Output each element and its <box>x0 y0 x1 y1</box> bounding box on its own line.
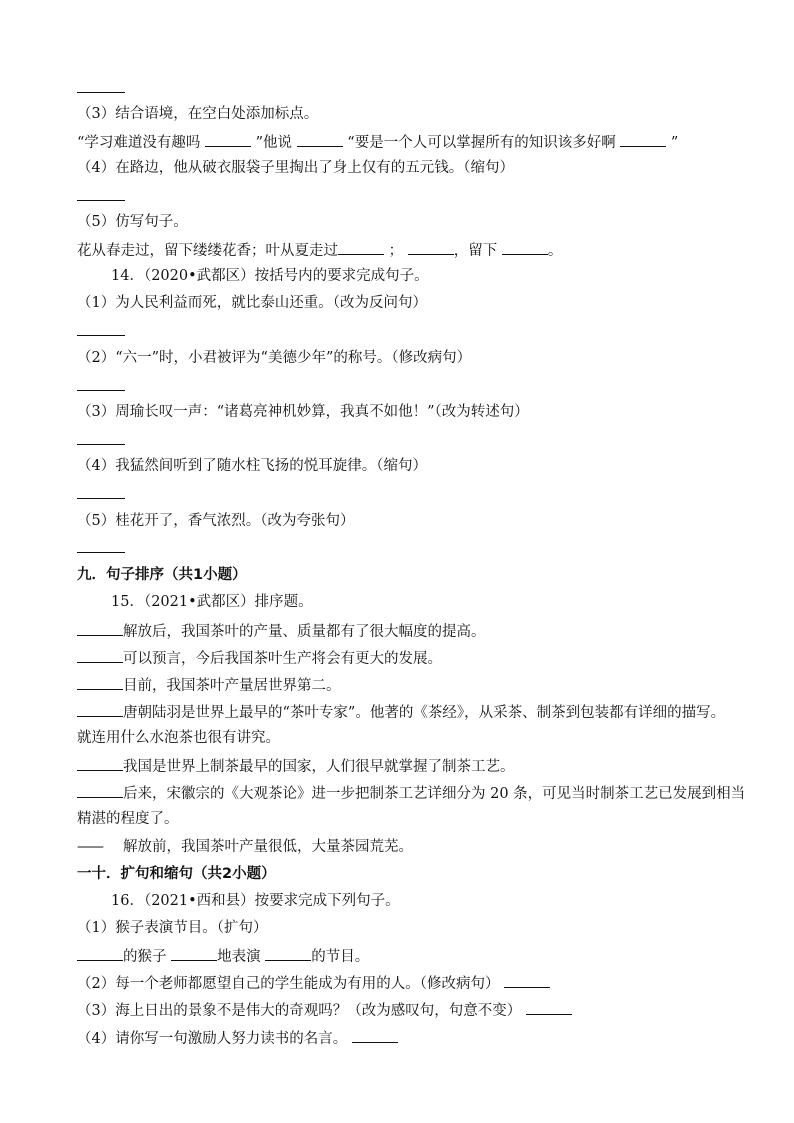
order-item: 我国是世界上制茶最早的国家，人们很早就掌握了制茶工艺。 <box>77 755 515 775</box>
answer-line[interactable] <box>77 390 125 391</box>
order-item: 后来，宋徽宗的《大观茶论》进一步把制茶工艺详细分为 20 条，可见当时制茶工艺已发展到相当 <box>77 782 745 802</box>
section-heading-sentence-order: 九．句子排序（共1小题） <box>77 567 247 583</box>
answer-blank[interactable] <box>526 999 572 1015</box>
answer-blank[interactable] <box>352 1027 398 1043</box>
order-item-continued: 精湛的程度了。 <box>77 811 179 827</box>
q16-part2: （2）每一个老师都愿望自己的学生能成为有用的人。（修改病句） <box>77 972 550 992</box>
section-heading-expand-shrink: 一十．扩句和缩句（共2小题） <box>77 866 276 882</box>
answer-blank[interactable] <box>620 131 666 147</box>
order-item: 可以预言，今后我国茶叶生产将会有更大的发展。 <box>77 647 442 667</box>
answer-blank[interactable] <box>502 239 548 255</box>
q13-part3-sentence: “学习难道没有趣吗 ”他说 “要是一个人可以掌握所有的知识该多好啊 ” <box>77 131 678 151</box>
q13-part5: （5）仿写句子。 <box>77 214 188 230</box>
answer-blank[interactable] <box>297 131 343 147</box>
answer-line[interactable] <box>77 92 125 93</box>
answer-line[interactable] <box>77 552 125 553</box>
answer-blank[interactable] <box>77 945 123 961</box>
q16-part4: （4）请你写一句激励人努力读书的名言。 <box>77 1027 398 1047</box>
q14-part3: （3）周瑜长叹一声：“诸葛亮神机妙算，我真不如他！”（改为转述句） <box>77 404 529 420</box>
answer-blank[interactable] <box>77 782 123 798</box>
answer-blank[interactable] <box>265 945 311 961</box>
answer-blank[interactable] <box>77 620 123 636</box>
order-item: 解放后，我国茶叶的产量、质量都有了很大幅度的提高。 <box>77 620 486 640</box>
q16-title: 16．（2021•西和县）按要求完成下列句子。 <box>111 893 400 909</box>
q16-part1: （1）猴子表演节目。（扩句） <box>77 920 268 936</box>
q16-part1-sentence: 的猴子 地表演 的节目。 <box>77 945 369 965</box>
q14-title: 14．（2020•武都区）按括号内的要求完成句子。 <box>111 268 429 284</box>
order-item: —— 解放前，我国茶叶产量很低，大量茶园荒芜。 <box>77 839 413 855</box>
order-item: 目前，我国茶叶产量居世界第二。 <box>77 674 341 694</box>
q14-part5: （5）桂花开了，香气浓烈。（改为夸张句） <box>77 513 355 529</box>
q14-part4: （4）我猛然间听到了随水柱飞扬的悦耳旋律。（缩句） <box>77 458 427 474</box>
q15-title: 15．（2021•武都区）排序题。 <box>111 594 313 610</box>
q14-part1: （1）为人民利益而死，就比泰山还重。（改为反问句） <box>77 295 427 311</box>
answer-blank[interactable] <box>504 972 550 988</box>
order-item: 唐朝陆羽是世界上最早的“茶叶专家”。他著的《茶经》，从采茶、制茶到包装都有详细的描写。 <box>77 701 725 721</box>
answer-blank[interactable] <box>77 755 123 771</box>
q13-part3: （3）结合语境，在空白处添加标点。 <box>77 106 319 122</box>
answer-line[interactable] <box>77 444 125 445</box>
answer-line[interactable] <box>77 200 125 201</box>
answer-blank[interactable] <box>77 647 123 663</box>
answer-line[interactable] <box>77 335 125 336</box>
answer-blank[interactable] <box>408 239 454 255</box>
q13-part5-sentence: 花从春走过，留下缕缕花香；叶从夏走过 ； ，留下 。 <box>77 239 562 259</box>
answer-line[interactable] <box>77 498 125 499</box>
answer-blank[interactable] <box>77 674 123 690</box>
order-item-continued: 就连用什么水泡茶也很有讲究。 <box>77 730 280 746</box>
answer-blank[interactable] <box>171 945 217 961</box>
answer-blank[interactable] <box>205 131 251 147</box>
q13-part4: （4）在路边，他从破衣服袋子里掏出了身上仅有的五元钱。（缩句） <box>77 160 514 176</box>
answer-blank[interactable] <box>338 239 384 255</box>
q16-part3: （3）海上日出的景象不是伟大的奇观吗？（改为感叹句，句意不变） <box>77 999 572 1019</box>
answer-blank[interactable] <box>77 701 123 717</box>
q14-part2: （2）“六一”时，小君被评为“美德少年”的称号。（修改病句） <box>77 350 472 366</box>
